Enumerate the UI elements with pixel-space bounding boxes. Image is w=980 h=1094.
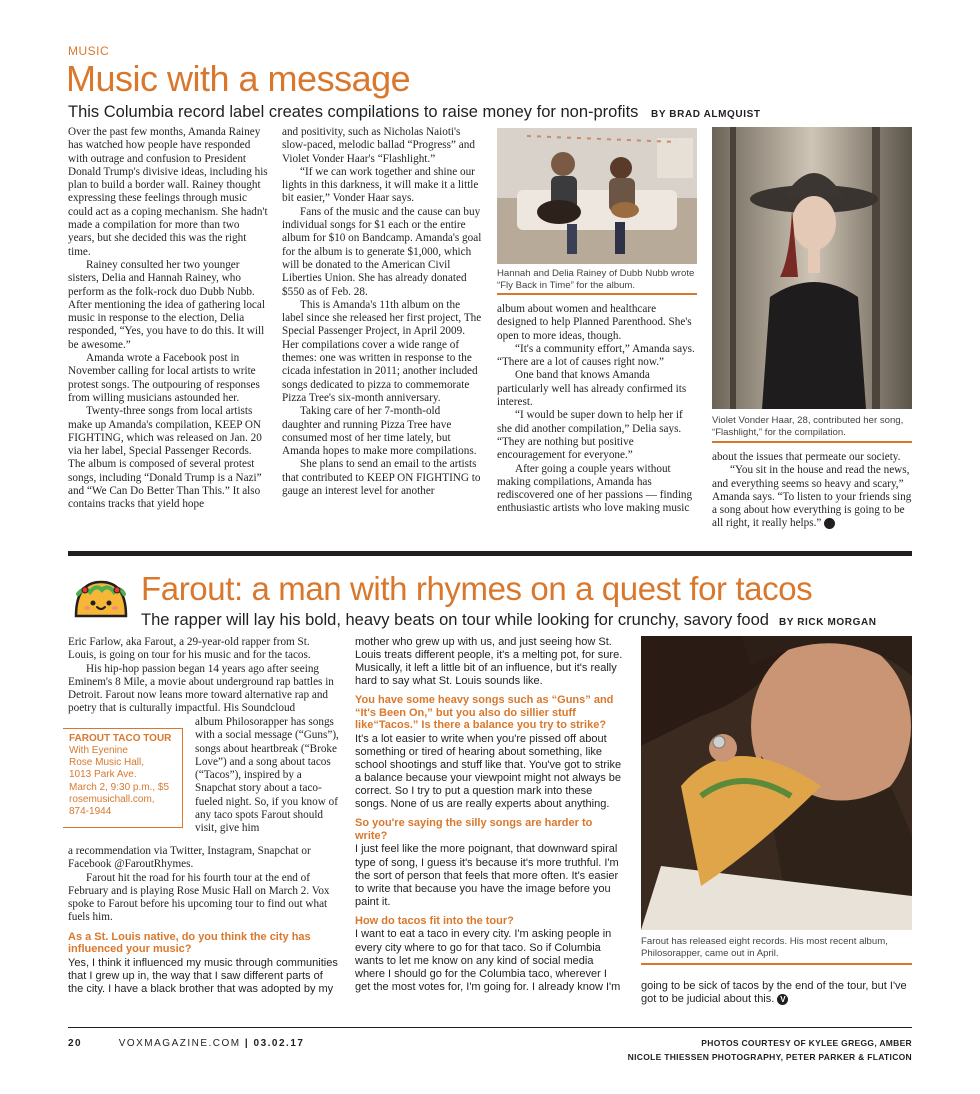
info-box-line: 1013 Park Ave.: [69, 769, 137, 781]
question: So you're saying the silly songs are harder to write?: [355, 817, 593, 842]
caption-violet: Violet Vonder Haar, 28, contributed her song, “Flashlight,” for the compilation.: [712, 415, 904, 438]
paragraph: and positivity, such as Nicholas Naioti's slow-paced, melodic ballad “Progress” and Violet Vonder Haar's “Flashlight.”: [282, 126, 475, 165]
paragraph: “If we can work together and shine our lights in this darkness, it will make it a little bit easier,” Vonder Haar says.: [282, 165, 479, 205]
story2-column-3: [641, 980, 912, 1006]
answer: Yes, I think it influenced my music through communities that I grew up in, the way that I saw different parts of the city. I have a black brother that was adopted by my: [68, 956, 338, 995]
answer: mother who grew up with us, and just seeing how St. Louis treats different people, it's a melting pot, for sure. Musically, it left a little bit of an influence, but it's really hard to say what St. Louis sounds like.: [355, 636, 623, 688]
vox-end-mark-icon: V: [777, 994, 788, 1005]
story-divider: [68, 551, 912, 556]
dek-text: This Columbia record label creates compilations to raise money for non-profits: [68, 103, 639, 121]
info-box-heading: FAROUT TACO TOUR: [69, 733, 172, 744]
page-number: 20: [68, 1038, 83, 1049]
photo-illustration: [712, 127, 912, 409]
headline: Music with a message: [66, 58, 411, 99]
caption-farout: Farout has released eight records. His most recent album, Philosorapper, came out in April.: [641, 936, 888, 959]
story1-column-1: [68, 126, 268, 512]
paragraph: Farout hit the road for his fourth tour at the end of February and is playing Rose Music Hall on March 2. Vox spoke to Farout before his upcoming tour to find out what fuels him.: [68, 871, 330, 924]
paragraph: Eric Farlow, aka Farout, a 29-year-old rapper from St. Louis, is going on tour for his music and for the tacos.: [68, 636, 311, 662]
paragraph: album Philosorapper has songs with a social message (“Guns”), songs about heartbreak (“Broke Love”) and a song about tacos (“Tacos”), inspired by a Snapchat story about a taco-fueled night. So, if you know of any taco spots Farout should visit, give him: [195, 716, 339, 835]
caption-rule: [497, 293, 697, 295]
caption-dubb-nubb: Hannah and Delia Rainey of Dubb Nubb wrote “Fly Back in Time” for the album.: [497, 268, 695, 291]
paragraph: One band that knows Amanda particularly well has already confirmed its interest.: [497, 369, 687, 409]
photo-violet-vonder-haar: [712, 127, 912, 409]
info-box-line: Rose Music Hall,: [69, 757, 145, 769]
paragraph: This is Amanda's 11th album on the label since she released her first project, The Special Passenger Project, in April 2009. Her compilations cover a wide range of themes: one was written in response to the cicada infestation in 2011; another included songs dedicated to pizza to commemorate Pizza Tree's six-month anniversary.: [282, 298, 482, 404]
answer: I want to eat a taco in every city. I'm asking people in every city where to go for that taco. So if Columbia wants to let me know on any kind of social media where I should go for the Columbia taco, wherever I get the most votes for, I'm going for. I already know I'm: [355, 928, 621, 993]
photo-illustration: [497, 128, 697, 264]
story1-column-2: [282, 126, 482, 498]
photo-credits: [512, 1036, 912, 1064]
paragraph: His hip-hop passion began 14 years ago after seeing Eminem's 8 Mile, a movie about underground rap battles in Detroit. Farout now leans more toward alternative rap and poetry that is culturally impactful. His Soundcloud: [68, 662, 334, 715]
issue-date: 03.02.17: [253, 1038, 305, 1049]
answer: It's a lot easier to write when you're pissed off about something or tired of hearing about something, like school shootings and stuff like that. You've got to strike a balance because your viewpoint might not always be correct. So I try to put a question mark into these songs. None of us are really experts about anything.: [355, 732, 622, 811]
answer: I just feel like the more poignant, that downward spiral type of song, I guess it's because it's more truthful. I'm the sort of person that feels that more often. It's easier to write that because you have the image before you paint it.: [355, 843, 619, 908]
vox-end-mark-icon: V: [824, 518, 835, 529]
paragraph: Fans of the music and the cause can buy individual songs for $1 each or the entire album for $10 on Bandcamp. Amanda's goal for the album is to generate $1,000, which will be donated to the American Civil Liberties Union. She has already donated $550 as of Feb. 28.: [282, 205, 482, 298]
answer: [641, 980, 912, 1006]
paragraph: a recommendation via Twitter, Instagram, Snapchat or Facebook @FaroutRhymes.: [68, 845, 311, 871]
dek-2: [141, 611, 921, 630]
tour-info-box: [63, 728, 183, 828]
question: As a St. Louis native, do you think the city has influenced your music?: [68, 930, 311, 956]
paragraph: Amanda wrote a Facebook post in November calling for local artists to write protest songs. The outpouring of responses from willing musicians astounded her.: [68, 352, 260, 404]
info-box-line: With Eyenine: [69, 745, 128, 756]
paragraph: Rainey consulted her two younger sisters, Delia and Hannah Rainey, who perform as the folk-rock duo Dubb Nubb. After mentioning the idea of gathering local music in response to the election, Delia responded, “Yes, you have to do this. It will be awesome.”: [68, 258, 265, 351]
caption-rule: [712, 441, 912, 443]
story2-column-1-cont: [68, 845, 340, 996]
paragraph-text: “You sit in the house and read the news, and everything seems so heavy and scary,” Amanda says. “To listen to your friends sing a song about how everything is going to be all right, it really helps.”: [712, 464, 912, 530]
photo-illustration: [641, 636, 912, 930]
paragraph: After going a couple years without making compilations, Amanda has rediscovered one of her passions — finding enthusiastic artists who love making music: [497, 462, 693, 515]
photo-dubb-nubb: [497, 128, 697, 264]
story1-column-4: [712, 451, 912, 531]
byline-2: BY RICK MORGAN: [778, 617, 877, 628]
headline-2: Farout: a man with rhymes on a quest for tacos: [141, 570, 813, 607]
caption-rule: [641, 963, 912, 965]
question: You have some heavy songs such as “Guns” and “It's Been On,” but you also do sillier stuff like“Tacos.” Is there a balance you try to strike?: [355, 694, 614, 732]
taco-icon: [70, 576, 132, 624]
photo-farout-taco: [641, 636, 912, 930]
dek-2-text: The rapper will lay his bold, heavy beats on tour while looking for crunchy, savory food: [141, 611, 769, 629]
footer-rule: [68, 1027, 912, 1028]
section-kicker: MUSIC: [68, 44, 110, 58]
paragraph: about the issues that permeate our society.: [712, 451, 901, 463]
story2-column-2: [355, 636, 625, 994]
paragraph: Over the past few months, Amanda Rainey has watched how people have responded with outrage and confusion to President Donald Trump's divisive ideas, including his plan to build a border wall. Rainey thought expressing these feelings through music could act as a coping mechanism. She hadn't made a compilation for more than two years, but she decided this was the right time.: [68, 126, 268, 258]
story2-column-1: [68, 636, 340, 716]
paragraph: “It's a community effort,” Amanda says. “There are a lot of causes right now.”: [497, 342, 695, 369]
paragraph: “I would be super down to help her if she did another compilation,” Delia says. “They are nothing but positive encouragement for everyone.”: [497, 409, 683, 462]
dek: [68, 103, 928, 122]
paragraph: Twenty-three songs from local artists make up Amanda's compilation, KEEP ON FIGHTING, which was released on Jan. 20 via her label, Special Passenger Records. The album is composed of several protest songs, including “Donald Trump is a Nazi” and “We Can Do Better Than This.” It also contains tracks that yield hope: [68, 405, 262, 511]
paragraph: She plans to send an email to the artists that contributed to KEEP ON FIGHTING to gauge an interest level for another: [282, 458, 481, 498]
paragraph: album about women and healthcare designed to help Planned Parenthood. She's open to more ideas, though.: [497, 303, 692, 342]
footer-separator: |: [244, 1038, 250, 1049]
info-box-line: March 2, 9:30 p.m., $5: [69, 781, 170, 793]
byline: BY BRAD ALMQUIST: [651, 109, 761, 120]
page-footer: [68, 1038, 304, 1049]
paragraph: Taking care of her 7-month-old daughter and running Pizza Tree have consumed most of her time lately, but Amanda hopes to make more compilations.: [282, 405, 477, 458]
info-box-line: 874-1944: [69, 806, 112, 818]
story1-column-3: [497, 303, 697, 516]
paragraph: [712, 464, 912, 530]
answer-text: going to be sick of tacos by the end of the tour, but I've got to be judicial about this.: [641, 980, 907, 1006]
credit-line: PHOTOS COURTESY OF KYLEE GREGG, AMBER: [701, 1038, 912, 1048]
credit-line: NICOLE THIESSEN PHOTOGRAPHY, PETER PARKER & FLATICON: [627, 1052, 912, 1062]
story2-wrap-text: [195, 716, 340, 836]
question: How do tacos fit into the tour?: [355, 914, 514, 927]
info-box-line[interactable]: rosemusichall.com,: [69, 793, 155, 805]
site-name[interactable]: VOXMAGAZINE.COM: [118, 1038, 241, 1049]
